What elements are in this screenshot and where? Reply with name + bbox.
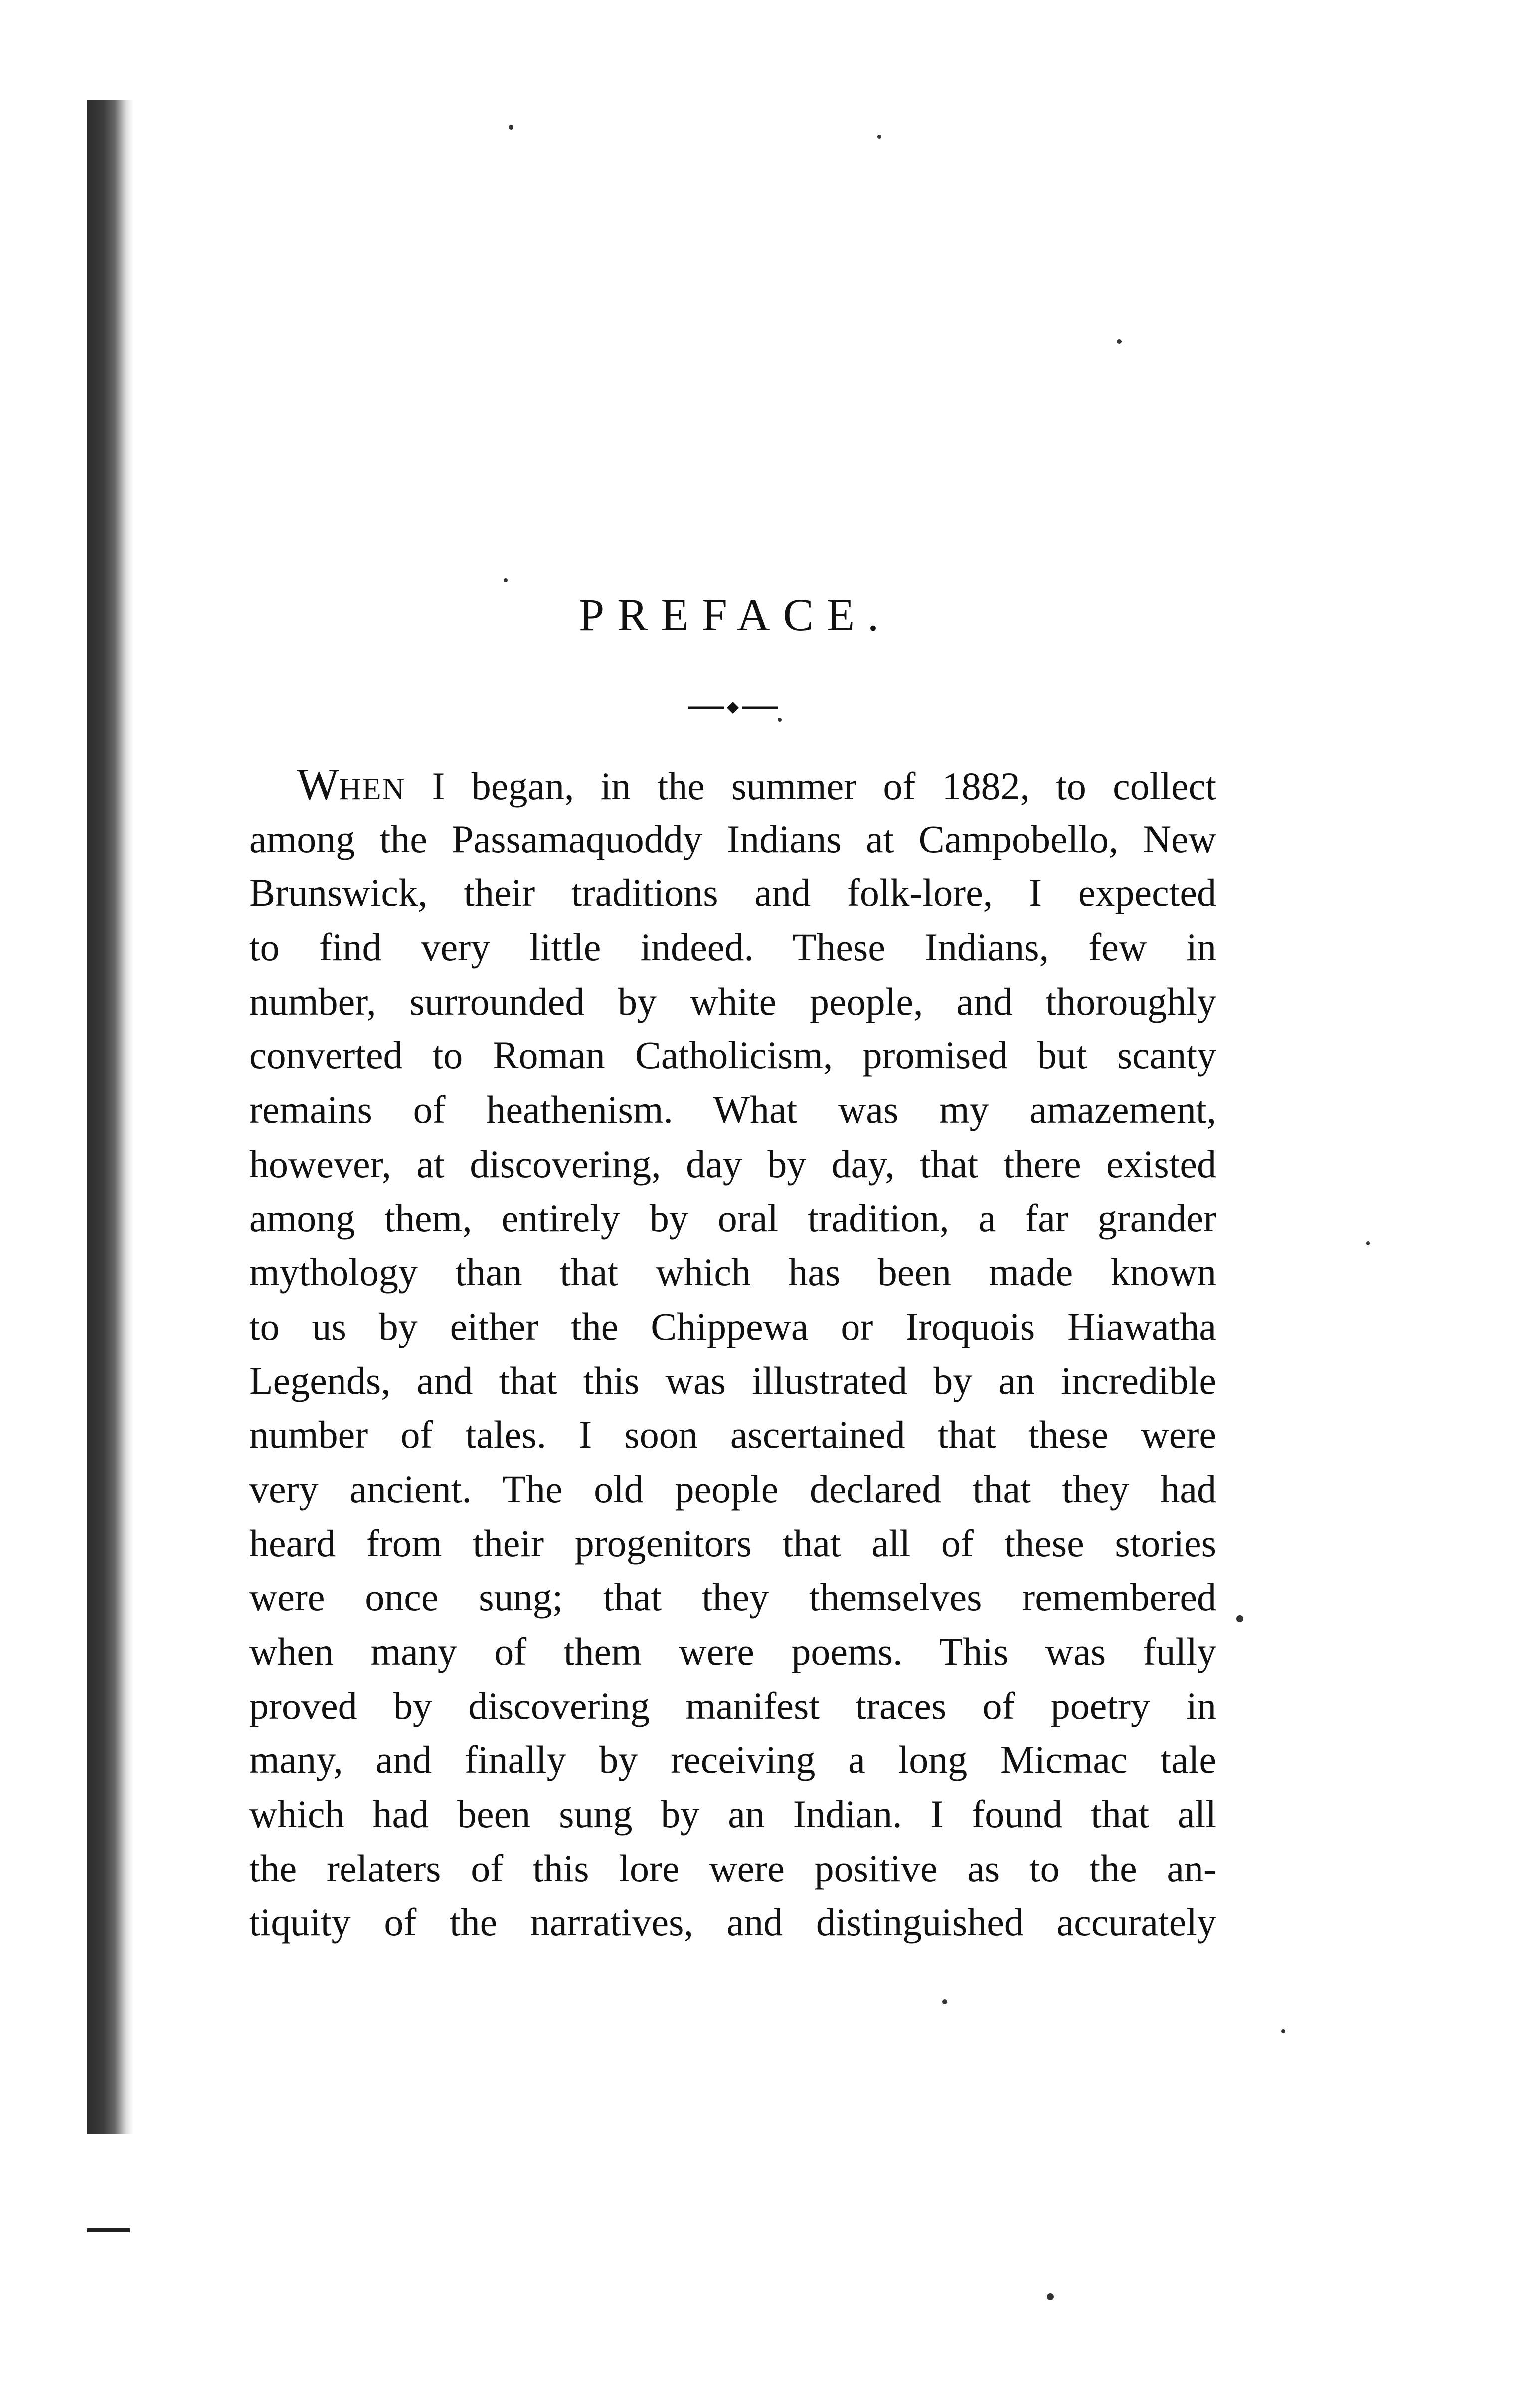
text-line: number of tales. I soon ascertained that these were [249,1413,1216,1457]
page-title: PREFACE. [578,589,892,640]
text-line: however, at discovering, day by day, that there existed [249,1142,1216,1186]
print-speck [1117,339,1122,344]
page-binding-edge [87,100,133,2134]
print-speck [1047,2293,1054,2300]
text-line: were once sung; that they themselves remembered [249,1575,1216,1619]
text-line: remains of heathenism. What was my amazement, [249,1088,1216,1132]
small-caps-word: HEN [339,772,406,806]
text-line: heard from their progenitors that all of these stories [249,1521,1216,1565]
text-line: Brunswick, their traditions and folk-lore, I expected [249,871,1216,915]
text-line: among them, entirely by oral tradition, a far grander [249,1196,1216,1240]
print-speck [1366,1241,1370,1245]
page-binding-mark [87,2228,130,2232]
text-line: the relaters of this lore were positive as to the an- [249,1846,1216,1890]
text-line: WHEN I began, in the summer of 1882, to collect [297,760,1216,809]
text-line: among the Passamaquoddy Indians at Campobello, New [249,817,1216,860]
text-line: Legends, and that this was illustrated by an incredible [249,1359,1216,1402]
text-line: tiquity of the narratives, and distinguished accurately [249,1900,1216,1944]
text-line: when many of them were poems. This was fully [249,1630,1216,1673]
print-speck [509,125,513,130]
text-line: proved by discovering manifest traces of poetry in [249,1684,1216,1727]
print-speck [1281,2029,1285,2033]
text-line: to find very little indeed. These Indians, few in [249,925,1216,969]
text-line: mythology than that which has been made known [249,1250,1216,1294]
print-speck [504,578,508,582]
print-speck [942,1999,947,2004]
print-speck [1236,1615,1243,1622]
drop-initial: W [297,760,339,809]
text-line: very ancient. The old people declared that they had [249,1467,1216,1511]
text-line: to us by either the Chippewa or Iroquois Hiawatha [249,1304,1216,1348]
text-line: number, surrounded by white people, and thoroughly [249,979,1216,1023]
text-line: converted to Roman Catholicism, promised but scanty [249,1033,1216,1077]
print-speck [778,718,782,722]
print-speck [877,135,881,139]
text-line: many, and finally by receiving a long Micmac tale [249,1738,1216,1782]
title-ornament [683,698,783,718]
preface-body [249,758,1216,1950]
text-line: which had been sung by an Indian. I found that all [249,1792,1216,1836]
